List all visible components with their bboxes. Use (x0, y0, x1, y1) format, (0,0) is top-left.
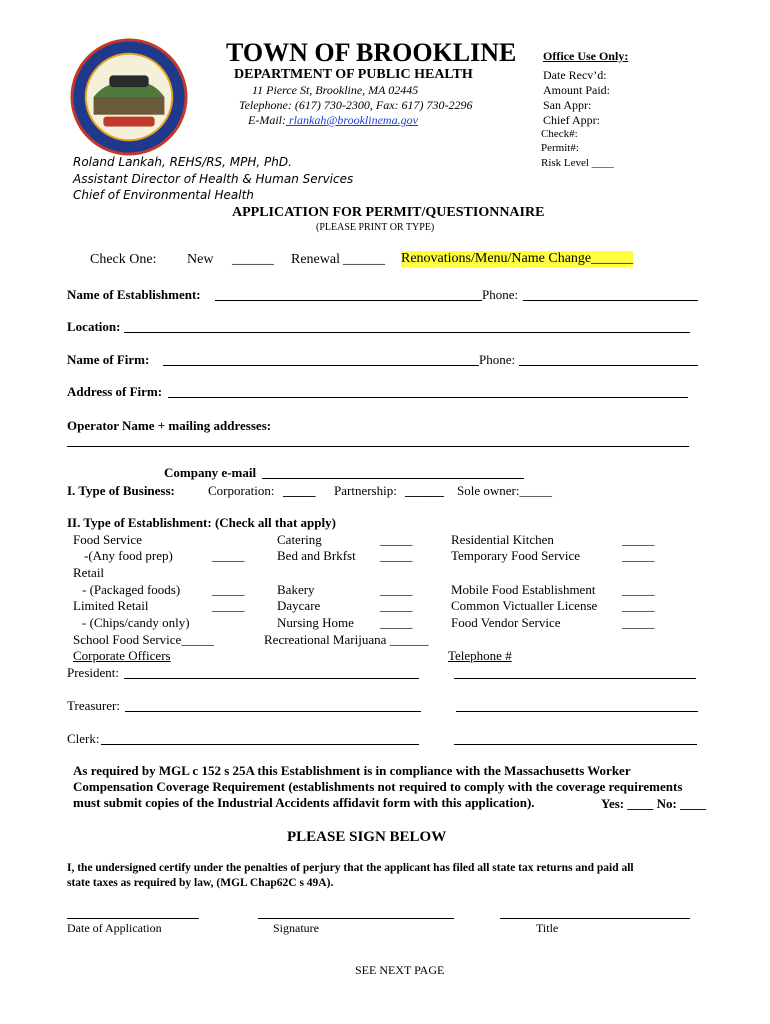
treasurer-field[interactable] (125, 711, 421, 712)
director-title-2: Chief of Environmental Health (73, 188, 254, 202)
bed-and-breakfast-blank[interactable]: _____ (380, 548, 413, 563)
establishment-type-label: II. Type of Establishment: (Check all that apply) (67, 515, 336, 530)
daycare-blank[interactable]: _____ (380, 598, 413, 613)
common-victualler-blank[interactable]: _____ (622, 598, 655, 613)
bakery-label: Bakery (277, 582, 315, 597)
date-of-application-label: Date of Application (67, 921, 162, 935)
renovations-option[interactable]: Renovations/Menu/Name Change______ (401, 251, 634, 266)
signature-label: Signature (273, 921, 319, 935)
partnership-blank[interactable]: ______ (405, 483, 444, 498)
limited-retail-blank[interactable]: _____ (212, 598, 245, 613)
any-food-prep-label: -(Any food prep) (84, 548, 173, 563)
clerk-phone-field[interactable] (454, 744, 697, 745)
office-check: Check#: (541, 128, 578, 140)
office-risk-level: Risk Level ____ (541, 157, 614, 169)
new-option-label: New (187, 252, 214, 267)
treasurer-phone-field[interactable] (456, 711, 698, 712)
packaged-foods-blank[interactable]: _____ (212, 582, 245, 597)
town-seal-logo (70, 38, 188, 156)
residential-kitchen-blank[interactable]: _____ (622, 532, 655, 547)
establishment-phone-field[interactable] (523, 300, 698, 301)
nursing-home-label: Nursing Home (277, 615, 354, 630)
renewal-option-label: Renewal (291, 252, 340, 267)
operator-field[interactable] (67, 446, 689, 447)
email-link[interactable]: rlankah@brooklinema.gov (286, 113, 418, 127)
form-subtitle: (PLEASE PRINT OR TYPE) (316, 222, 435, 233)
certify-line-1: I, the undersigned certify under the penalties of perjury that the applicant has filed all state tax returns and paid all (67, 862, 634, 874)
corporation-blank[interactable]: _____ (283, 483, 316, 498)
company-email-label: Company e-mail (164, 465, 257, 480)
school-food-service-option[interactable]: School Food Service_____ (73, 632, 214, 647)
department-telephone: Telephone: (617) 730-2300, Fax: 617) 730-2296 (239, 98, 473, 112)
firm-address-field[interactable] (168, 397, 688, 398)
form-title: APPLICATION FOR PERMIT/QUESTIONNAIRE (232, 205, 545, 220)
business-type-label: I. Type of Business: (67, 483, 175, 498)
check-one-label: Check One: (90, 252, 157, 267)
residential-kitchen-label: Residential Kitchen (451, 532, 554, 547)
office-use-title: Office Use Only: (543, 49, 629, 63)
department-name: DEPARTMENT OF PUBLIC HEALTH (234, 67, 473, 82)
clerk-label: Clerk: (67, 731, 100, 746)
sole-owner-option[interactable]: Sole owner:_____ (457, 483, 552, 498)
catering-blank[interactable]: _____ (380, 532, 413, 547)
location-field[interactable] (124, 332, 690, 333)
partnership-label: Partnership: (334, 483, 397, 498)
office-date-received: Date Recv’d: (543, 68, 607, 82)
mgl-statement-line-3: must submit copies of the Industrial Accidents affidavit form with this application). (73, 795, 535, 810)
mgl-statement-line-1: As required by MGL c 152 s 25A this Establishment is in compliance with the Massachusetts Worker (73, 763, 631, 778)
corporation-label: Corporation: (208, 483, 275, 498)
daycare-label: Daycare (277, 598, 321, 613)
title-field[interactable] (500, 918, 690, 919)
packaged-foods-label: - (Packaged foods) (82, 582, 181, 597)
office-permit: Permit#: (541, 142, 579, 154)
firm-name-label: Name of Firm: (67, 352, 150, 367)
signature-field[interactable] (258, 918, 454, 919)
certify-line-2: state taxes as required by law, (MGL Chap62C s 49A). (67, 877, 334, 889)
please-sign-heading: PLEASE SIGN BELOW (287, 829, 447, 845)
office-chief-appr: Chief Appr: (543, 113, 600, 127)
food-vendor-label: Food Vendor Service (451, 615, 561, 630)
recreational-marijuana-option[interactable]: Recreational Marijuana ______ (264, 632, 429, 647)
president-field[interactable] (124, 678, 419, 679)
food-vendor-blank[interactable]: _____ (622, 615, 655, 630)
firm-phone-field[interactable] (519, 365, 698, 366)
corporate-officers-heading: Corporate Officers (73, 648, 171, 663)
yes-no-fields[interactable]: Yes: ____ No: ____ (601, 796, 707, 811)
department-email (248, 113, 418, 128)
common-victualler-label: Common Victualler License (451, 598, 598, 613)
temporary-food-service-blank[interactable]: _____ (622, 548, 655, 563)
see-next-page: SEE NEXT PAGE (355, 963, 445, 977)
firm-address-label: Address of Firm: (67, 384, 163, 399)
any-food-prep-blank[interactable]: _____ (212, 548, 245, 563)
establishment-phone-label: Phone: (482, 287, 519, 302)
establishment-name-label: Name of Establishment: (67, 287, 201, 302)
director-title-1: Assistant Director of Health & Human Services (73, 172, 354, 186)
temporary-food-service-label: Temporary Food Service (451, 548, 581, 563)
establishment-name-field[interactable] (215, 300, 482, 301)
office-san-appr: San Appr: (543, 98, 592, 112)
date-of-application-field[interactable] (67, 918, 199, 919)
new-option-blank[interactable]: ______ (232, 252, 274, 267)
clerk-field[interactable] (101, 744, 419, 745)
email-label: E-Mail: (248, 113, 286, 127)
title-label: Title (536, 921, 559, 935)
company-email-field[interactable] (262, 478, 524, 479)
mobile-food-blank[interactable]: _____ (622, 582, 655, 597)
president-phone-field[interactable] (454, 678, 696, 679)
limited-retail-label: Limited Retail (73, 598, 149, 613)
bed-and-breakfast-label: Bed and Brkfst (277, 548, 356, 563)
mobile-food-label: Mobile Food Establishment (451, 582, 596, 597)
firm-phone-label: Phone: (479, 352, 516, 367)
president-label: President: (67, 665, 119, 680)
office-amount-paid: Amount Paid: (543, 83, 611, 97)
location-label: Location: (67, 319, 121, 334)
firm-name-field[interactable] (163, 365, 479, 366)
chips-candy-label: - (Chips/candy only) (82, 615, 190, 630)
treasurer-label: Treasurer: (67, 698, 120, 713)
department-address: 11 Pierce St, Brookline, MA 02445 (252, 83, 419, 97)
bakery-blank[interactable]: _____ (380, 582, 413, 597)
renewal-option-blank[interactable]: ______ (343, 252, 385, 267)
town-title: TOWN OF BROOKLINE (226, 38, 517, 67)
operator-label: Operator Name + mailing addresses: (67, 418, 272, 433)
food-service-label: Food Service (73, 532, 142, 547)
mgl-statement-line-2: Compensation Coverage Requirement (establishments not required to comply with the coverage requirements (73, 779, 683, 794)
telephone-heading: Telephone # (448, 648, 512, 663)
retail-label: Retail (73, 565, 105, 580)
catering-label: Catering (277, 532, 322, 547)
nursing-home-blank[interactable]: _____ (380, 615, 413, 630)
director-name: Roland Lankah, REHS/RS, MPH, PhD. (73, 155, 292, 169)
